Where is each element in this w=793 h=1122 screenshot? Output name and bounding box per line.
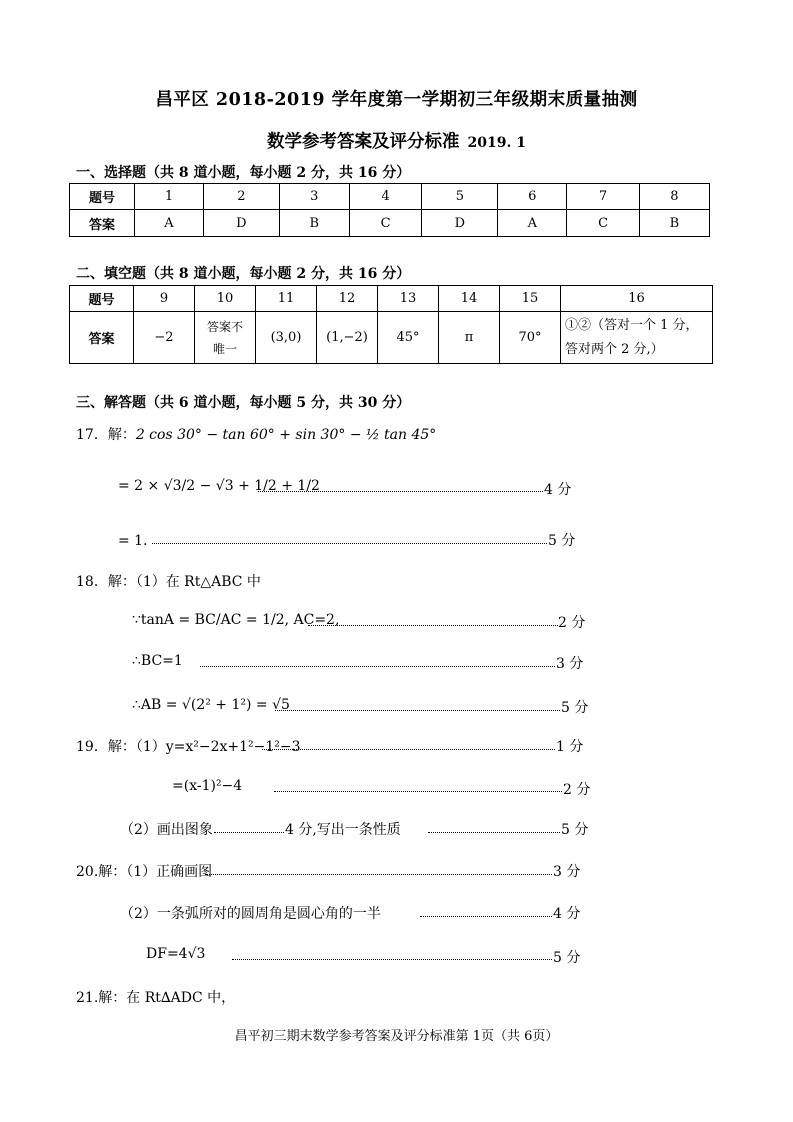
row-label: 答案: [70, 210, 135, 237]
score-mark: 2 分: [558, 615, 586, 631]
score-mark: 5 分: [553, 950, 581, 966]
question-number: 11: [256, 286, 317, 312]
answer-cell: A: [498, 210, 567, 237]
answer-cell: B: [279, 210, 349, 237]
score-mark: 4 分: [553, 906, 581, 922]
q19-label: 19．解：（1）: [76, 739, 166, 755]
question-number: 13: [378, 286, 439, 312]
page-subtitle: [0, 128, 793, 153]
subtitle-date: 2019. 1: [467, 135, 526, 151]
choice-answer-table: [69, 183, 710, 237]
q18-step1: ∵tanA = BC/AC = 1/2, AC=2,: [132, 612, 340, 628]
answer-cell: ①②（答对一个 1 分，答对两个 2 分,）: [561, 312, 713, 364]
question-number: 12: [317, 286, 378, 312]
q20-label: 20.解：: [76, 864, 127, 880]
score-mark: 4 分: [544, 482, 572, 498]
q21-label: 21.解：在 Rt∆ADC 中，: [76, 990, 236, 1006]
table-row: [70, 312, 713, 364]
table-row: [70, 184, 710, 210]
row-label: 答案: [70, 312, 134, 364]
row-label: 题号: [70, 184, 135, 210]
question-number: 2: [203, 184, 279, 210]
answer-cell: −2: [134, 312, 195, 364]
question-number: 15: [500, 286, 561, 312]
question-number: 7: [567, 184, 640, 210]
answer-cell: 答案不唯一: [195, 312, 256, 364]
question-number: 5: [422, 184, 498, 210]
score-mark: 5 分: [561, 700, 589, 716]
page-footer: 昌平初三期末数学参考答案及评分标准第 1页（共 6页）: [234, 1029, 559, 1044]
answer-cell: D: [422, 210, 498, 237]
section2-heading: 二、填空题（共 8 道小题，每小题 2 分，共 16 分）: [76, 266, 411, 282]
dotted-leader: [428, 832, 560, 833]
question-number: 10: [195, 286, 256, 312]
answer-cell: π: [439, 312, 500, 364]
fill-answer-table: [69, 285, 713, 364]
dotted-leader: [420, 916, 552, 917]
answer-cell: A: [135, 210, 204, 237]
page-title: 昌平区 2018-2019 学年度第一学期初三年级期末质量抽测: [155, 90, 638, 110]
q19-step2: =(x-1)²−4: [172, 778, 243, 794]
subtitle-text: 数学参考答案及评分标准: [267, 132, 460, 152]
score-mark: 3 分: [553, 864, 581, 880]
dotted-leader: [258, 491, 543, 492]
q20-step3: DF=4√3: [146, 946, 206, 962]
row-label: 题号: [70, 286, 134, 312]
question-number: 8: [639, 184, 709, 210]
q17-step1: = 2 × √3/2 − √3 + 1/2 + 1/2: [118, 478, 320, 494]
question-number: 1: [135, 184, 204, 210]
q19-step1: y=x²−2x+1²−1²−3: [165, 739, 301, 755]
question-number: 9: [134, 286, 195, 312]
q20-step1-line: [76, 861, 212, 881]
score-mark: 3 分: [556, 656, 584, 672]
dotted-leader: [275, 710, 560, 711]
table-row: [70, 286, 713, 312]
answer-cell: (3,0): [256, 312, 317, 364]
score-mark: 5 分: [561, 822, 589, 838]
q17-expression: 2 cos 30° − tan 60° + sin 30° − ½ tan 45°: [135, 427, 437, 443]
score-mark: 1 分: [556, 739, 584, 755]
dotted-leader: [200, 666, 555, 667]
score-mark: 5 分: [548, 533, 576, 549]
section1-heading: 一、选择题（共 8 道小题，每小题 2 分，共 16 分）: [76, 165, 411, 181]
q17-label: 17．解：: [76, 427, 136, 443]
answer-cell: 45°: [378, 312, 439, 364]
dotted-leader: [214, 832, 284, 833]
answer-cell: C: [349, 210, 422, 237]
q17-problem: [76, 424, 436, 444]
q18-step2: ∴BC=1: [132, 653, 183, 669]
answer-cell: D: [203, 210, 279, 237]
question-number: 6: [498, 184, 567, 210]
dotted-leader: [232, 959, 552, 960]
answer-cell: 70°: [500, 312, 561, 364]
question-number: 3: [279, 184, 349, 210]
dotted-leader: [274, 791, 562, 792]
answer-cell: B: [639, 210, 709, 237]
dotted-leader: [205, 874, 552, 875]
section3-heading: 三、解答题（共 6 道小题，每小题 5 分，共 30 分）: [76, 395, 411, 411]
question-number: 16: [561, 286, 713, 312]
question-number: 4: [349, 184, 422, 210]
table-row: [70, 210, 710, 237]
dotted-leader: [262, 749, 555, 750]
q19-step1-line: [76, 736, 301, 756]
q19-step3-mid: 4 分,写出一条性质: [285, 822, 401, 838]
answer-cell: C: [567, 210, 640, 237]
q19-step3-a: （2）画出图象: [120, 822, 213, 838]
q18-label: 18．解：（1）在 Rt△ABC 中: [76, 574, 261, 590]
score-mark: 2 分: [563, 782, 591, 798]
question-number: 14: [439, 286, 500, 312]
q18-step3: ∴AB = √(2² + 1²) = √5: [132, 697, 290, 713]
dotted-leader: [152, 543, 547, 544]
q20-step1: （1）正确画图: [126, 864, 213, 880]
dotted-leader: [308, 625, 558, 626]
answer-cell: (1,−2): [317, 312, 378, 364]
q20-step2: （2）一条弧所对的圆周角是圆心角的一半: [120, 906, 381, 922]
q17-step2: = 1．: [118, 533, 158, 549]
